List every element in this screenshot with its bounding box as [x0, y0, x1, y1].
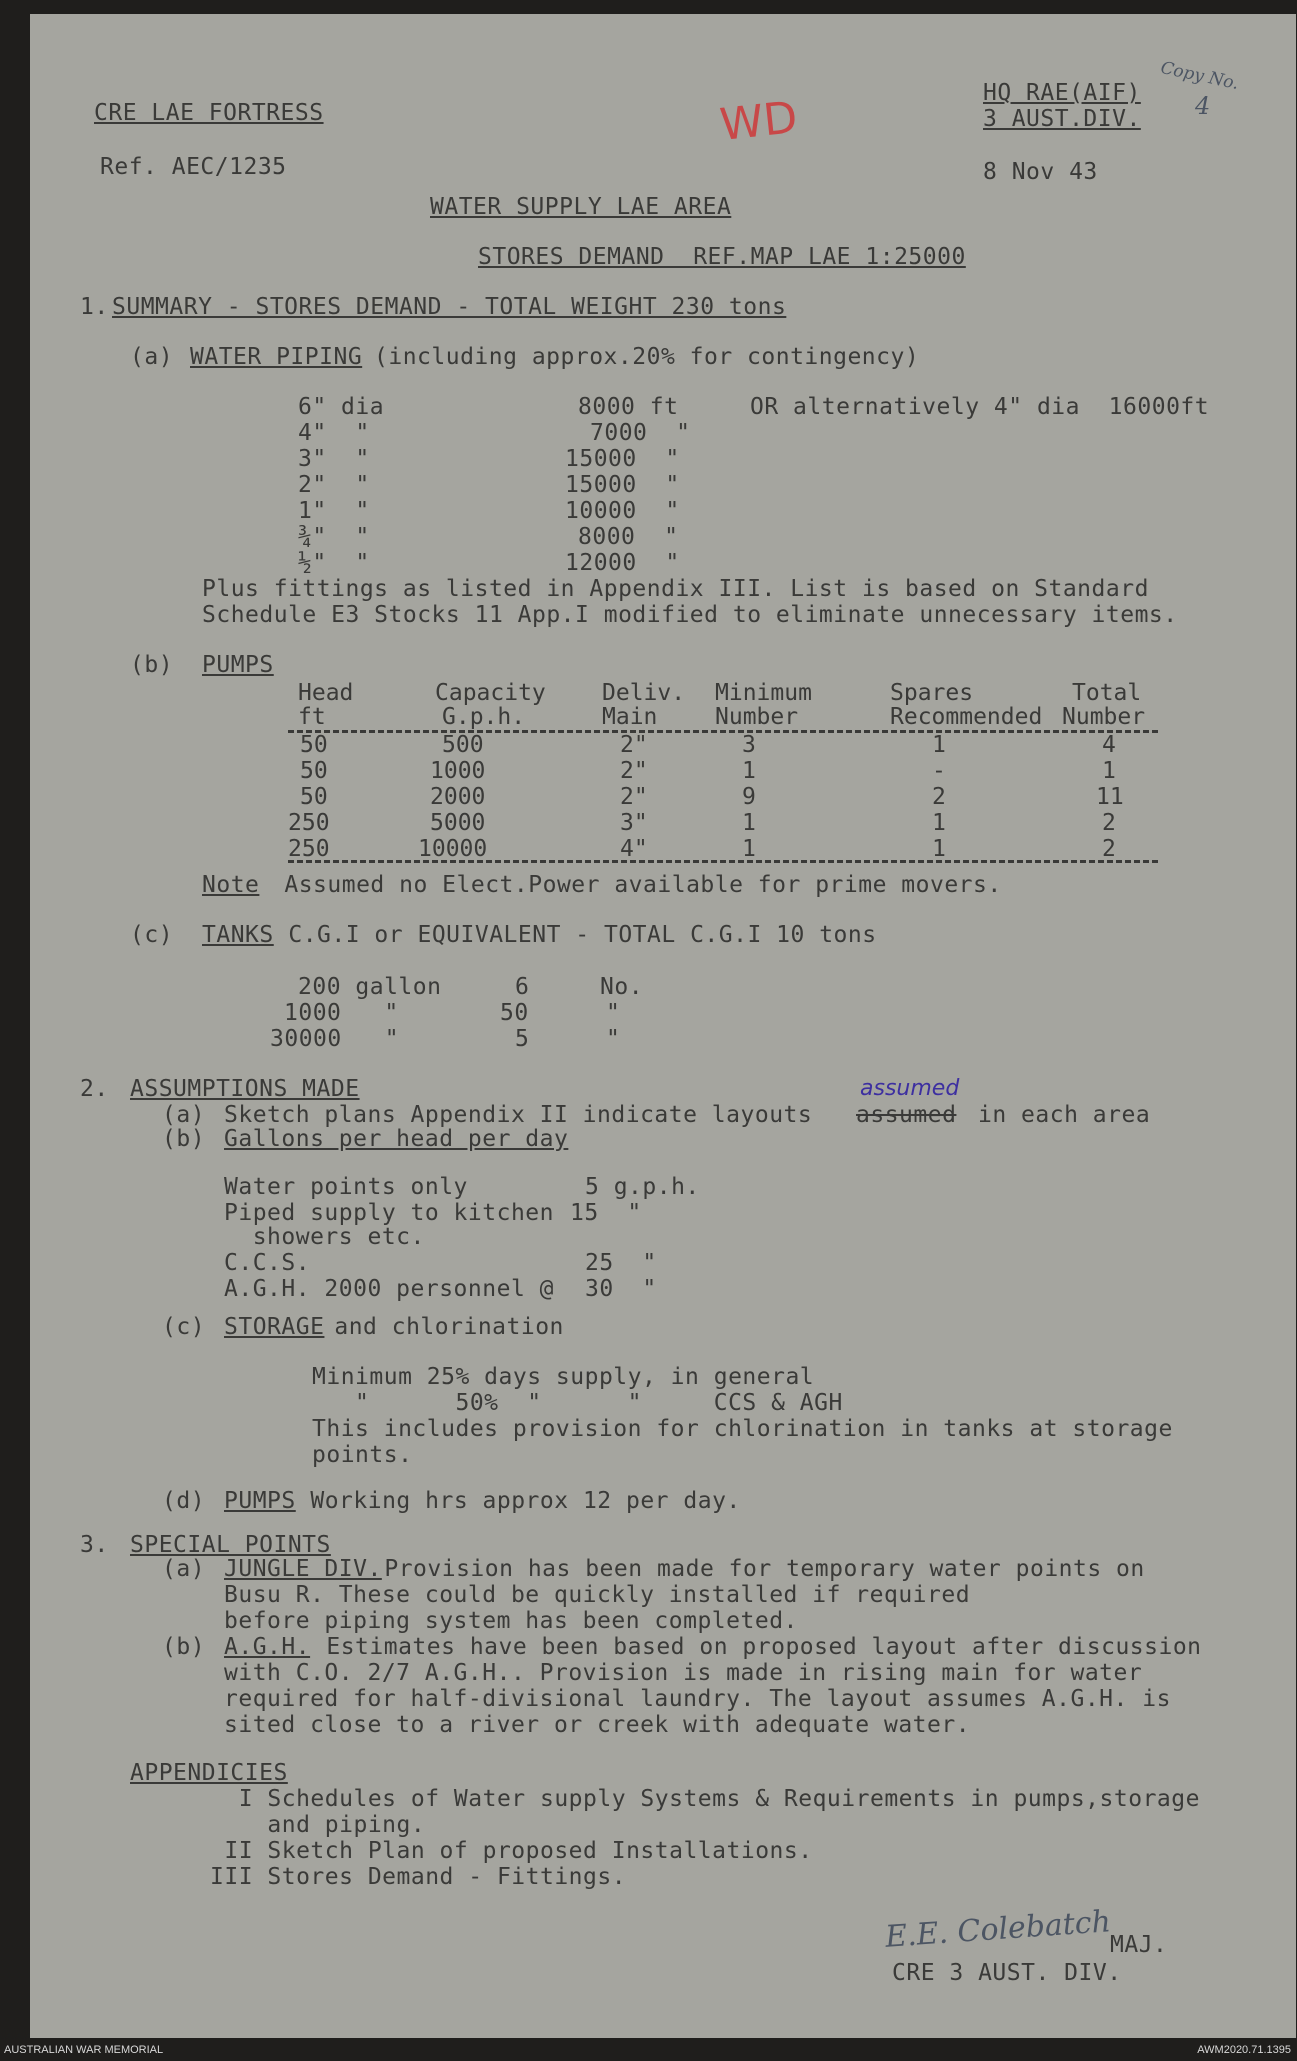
- piping-length: 12000 ": [565, 550, 680, 576]
- pump-deliv: 2": [620, 732, 648, 758]
- pump-minimum: 3: [742, 732, 756, 758]
- col-capacity: Capacity: [435, 680, 546, 706]
- item-2c-label: (c): [162, 1314, 206, 1340]
- tank-unit: ": [606, 1026, 621, 1052]
- copy-number: 4: [1195, 92, 1211, 120]
- item-a-label: (a): [130, 344, 174, 370]
- assumption-a-text: Sketch plans Appendix II indicate layouts: [224, 1102, 813, 1128]
- wd-stamp: WD: [717, 92, 800, 151]
- col-deliv-main: Main: [602, 704, 658, 730]
- appendix-iii: III Stores Demand - Fittings.: [210, 1864, 627, 1890]
- copy-note: Copy No.: [1158, 57, 1241, 95]
- gallons-title: Gallons per head per day: [224, 1126, 569, 1152]
- storage-line-2: " 50% " " CCS & AGH: [312, 1390, 843, 1416]
- pump-head: 50: [300, 732, 328, 758]
- tank-size: 30000 ": [270, 1026, 400, 1052]
- section-2-heading: ASSUMPTIONS MADE: [130, 1076, 360, 1102]
- tank-size: 200 gallon: [298, 974, 442, 1000]
- document-subtitle: STORES DEMAND REF.MAP LAE 1:25000: [478, 244, 966, 270]
- piping-dia: 4" ": [298, 420, 370, 446]
- pump-capacity: 2000: [430, 784, 486, 810]
- gallons-item: Piped supply to kitchen: [224, 1200, 554, 1226]
- tank-unit: No.: [600, 974, 644, 1000]
- pumps-title: PUMPS: [202, 652, 274, 678]
- tanks-title: TANKS: [202, 922, 274, 948]
- jungle-div-line-3: before piping system has been completed.: [224, 1608, 798, 1634]
- water-piping-title: WATER PIPING: [190, 344, 363, 370]
- pump-minimum: 1: [742, 758, 756, 784]
- signatory-title: CRE 3 AUST. DIV.: [892, 1960, 1122, 1986]
- item-3b-label: (b): [162, 1634, 206, 1660]
- item-2a-label: (a): [162, 1102, 206, 1128]
- note-text: Assumed no Elect.Power available for prime movers.: [270, 872, 1002, 898]
- section-3-heading: SPECIAL POINTS: [130, 1532, 331, 1558]
- archive-footer-left: AUSTRALIAN WAR MEMORIAL: [4, 2044, 164, 2056]
- signature: E.E. Colebatch: [884, 1904, 1112, 1955]
- item-2d-label: (d): [162, 1488, 206, 1514]
- item-c-label: (c): [130, 922, 174, 948]
- gallons-item: C.C.S.: [224, 1250, 311, 1276]
- col-spares: Spares: [890, 680, 974, 706]
- assumption-a-end: in each area: [978, 1102, 1151, 1128]
- document-date: 8 Nov 43: [983, 159, 1098, 185]
- pump-spares: 1: [932, 732, 946, 758]
- signatory-rank: MAJ.: [1110, 1932, 1168, 1958]
- pump-head: 50: [300, 784, 328, 810]
- storage-line-1: Minimum 25% days supply, in general: [312, 1364, 815, 1390]
- col-head-1b: ft: [298, 704, 326, 730]
- pump-spares: 2: [932, 784, 946, 810]
- storage-line-3: This includes provision for chlorination in tanks at storage: [312, 1416, 1173, 1442]
- piping-dia: 3" ": [298, 446, 370, 472]
- agh-title: A.G.H.: [224, 1634, 311, 1660]
- table-rule-top: [288, 730, 1158, 733]
- appendices-heading: APPENDICIES: [130, 1760, 288, 1786]
- piping-dia: ½" ": [298, 550, 370, 576]
- recipient-division: 3 AUST.DIV.: [983, 106, 1141, 132]
- storage-rest: and chlorination: [320, 1314, 564, 1340]
- gallons-value: 15 ": [570, 1200, 642, 1226]
- pump-deliv: 4": [620, 836, 648, 862]
- pump-capacity: 5000: [430, 810, 486, 836]
- pump-total: 11: [1096, 784, 1124, 810]
- item-2b-label: (b): [162, 1126, 206, 1152]
- pump-head: 50: [300, 758, 328, 784]
- jungle-div-line-2: Busu R. These could be quickly installed if required: [224, 1582, 971, 1608]
- storage-title: STORAGE: [224, 1314, 325, 1340]
- col-head-1: Head: [298, 680, 354, 706]
- piping-dia: ¾" ": [298, 524, 370, 550]
- pumps-working-title: PUMPS: [224, 1488, 296, 1514]
- section-1-number: 1.: [80, 294, 109, 320]
- tank-qty: 6: [515, 974, 530, 1000]
- pump-minimum: 1: [742, 810, 756, 836]
- piping-length: 10000 ": [565, 498, 680, 524]
- gallons-value: 30 ": [585, 1276, 657, 1302]
- tank-size: 1000 ": [284, 1000, 399, 1026]
- section-1-heading: SUMMARY - STORES DEMAND - TOTAL WEIGHT 230 tons: [112, 294, 787, 320]
- assumption-a-struck: assumed: [856, 1102, 957, 1128]
- pump-deliv: 2": [620, 784, 648, 810]
- reference-number: Ref. AEC/1235: [100, 154, 287, 180]
- pump-total: 1: [1102, 758, 1116, 784]
- pump-minimum: 1: [742, 836, 756, 862]
- pump-capacity: 1000: [430, 758, 486, 784]
- appendix-ii: II Sketch Plan of proposed Installations.: [210, 1838, 813, 1864]
- section-3-number: 3.: [80, 1532, 109, 1558]
- appendix-i-line-1: I Schedules of Water supply Systems & Requirements in pumps,storage: [210, 1786, 1200, 1812]
- sender-org: CRE LAE FORTRESS: [94, 100, 324, 126]
- tanks-text: C.G.I or EQUIVALENT - TOTAL C.G.I 10 tons: [274, 922, 877, 948]
- tank-qty: 50: [500, 1000, 529, 1026]
- gallons-item: showers etc.: [224, 1224, 425, 1250]
- piping-dia: 2" ": [298, 472, 370, 498]
- pump-spares: -: [932, 758, 946, 784]
- storage-line-4: points.: [312, 1442, 413, 1468]
- col-total: Total: [1072, 680, 1142, 706]
- piping-length: 7000 ": [590, 420, 691, 446]
- pump-capacity: 10000: [418, 836, 488, 862]
- pump-total: 2: [1102, 810, 1116, 836]
- agh-line-2: with C.O. 2/7 A.G.H.. Provision is made in rising main for water: [224, 1660, 1143, 1686]
- pump-total: 4: [1102, 732, 1116, 758]
- appendix-i-line-2: and piping.: [210, 1812, 426, 1838]
- pump-total: 2: [1102, 836, 1116, 862]
- pump-spares: 1: [932, 836, 946, 862]
- col-capacity-unit: G.p.h.: [442, 704, 526, 730]
- piping-dia: 6" dia: [298, 394, 385, 420]
- fittings-text-1: Plus fittings as listed in Appendix III. List is based on Standard: [202, 576, 1149, 602]
- piping-length: 15000 ": [565, 446, 680, 472]
- agh-line-3: required for half-divisional laundry. The layout assumes A.G.H. is: [224, 1686, 1171, 1712]
- tank-qty: 5: [515, 1026, 530, 1052]
- item-3a-label: (a): [162, 1556, 206, 1582]
- table-rule-bottom: [288, 860, 1158, 863]
- jungle-div-line-1: Provision has been made for temporary water points on: [370, 1556, 1145, 1582]
- piping-alternative: OR alternatively 4" dia 16000ft: [750, 394, 1210, 420]
- document-page: [30, 14, 1296, 2038]
- archive-footer-right: AWM2020.71.1395: [1197, 2044, 1291, 2056]
- handwritten-correction: assumed: [860, 1076, 960, 1101]
- water-piping-note: (including approx.20% for contingency): [374, 344, 920, 370]
- piping-length: 15000 ": [565, 472, 680, 498]
- gallons-item: Water points only: [224, 1174, 468, 1200]
- pump-capacity: 500: [442, 732, 484, 758]
- item-b-label: (b): [130, 652, 174, 678]
- piping-length: 8000 ": [578, 524, 679, 550]
- tank-unit: ": [606, 1000, 621, 1026]
- fittings-text-2: Schedule E3 Stocks 11 App.I modified to eliminate unnecessary items.: [202, 602, 1178, 628]
- pump-spares: 1: [932, 810, 946, 836]
- pump-minimum: 9: [742, 784, 756, 810]
- col-deliv: Deliv.: [602, 680, 686, 706]
- col-minimum: Minimum: [715, 680, 812, 706]
- pumps-working-text: Working hrs approx 12 per day.: [296, 1488, 741, 1514]
- gallons-value: 25 ": [585, 1250, 657, 1276]
- section-2-number: 2.: [80, 1076, 109, 1102]
- col-minimum-number: Number: [715, 704, 799, 730]
- pump-deliv: 2": [620, 758, 648, 784]
- pump-head: 250: [288, 810, 330, 836]
- col-spares-recommended: Recommended: [890, 704, 1043, 730]
- document-title: WATER SUPPLY LAE AREA: [430, 194, 732, 220]
- gallons-value: 5 g.p.h.: [585, 1174, 700, 1200]
- recipient-org: HQ RAE(AIF): [983, 80, 1141, 106]
- pump-deliv: 3": [620, 810, 648, 836]
- note-label: Note: [202, 872, 260, 898]
- jungle-div-title: JUNGLE DIV.: [224, 1556, 382, 1582]
- pump-head: 250: [288, 836, 330, 862]
- gallons-item: A.G.H. 2000 personnel @: [224, 1276, 554, 1302]
- piping-dia: 1" ": [298, 498, 370, 524]
- agh-line-1: Estimates have been based on proposed layout after discussion: [312, 1634, 1202, 1660]
- agh-line-4: sited close to a river or creek with adequate water.: [224, 1712, 971, 1738]
- col-total-number: Number: [1062, 704, 1146, 730]
- piping-length: 8000 ft: [578, 394, 679, 420]
